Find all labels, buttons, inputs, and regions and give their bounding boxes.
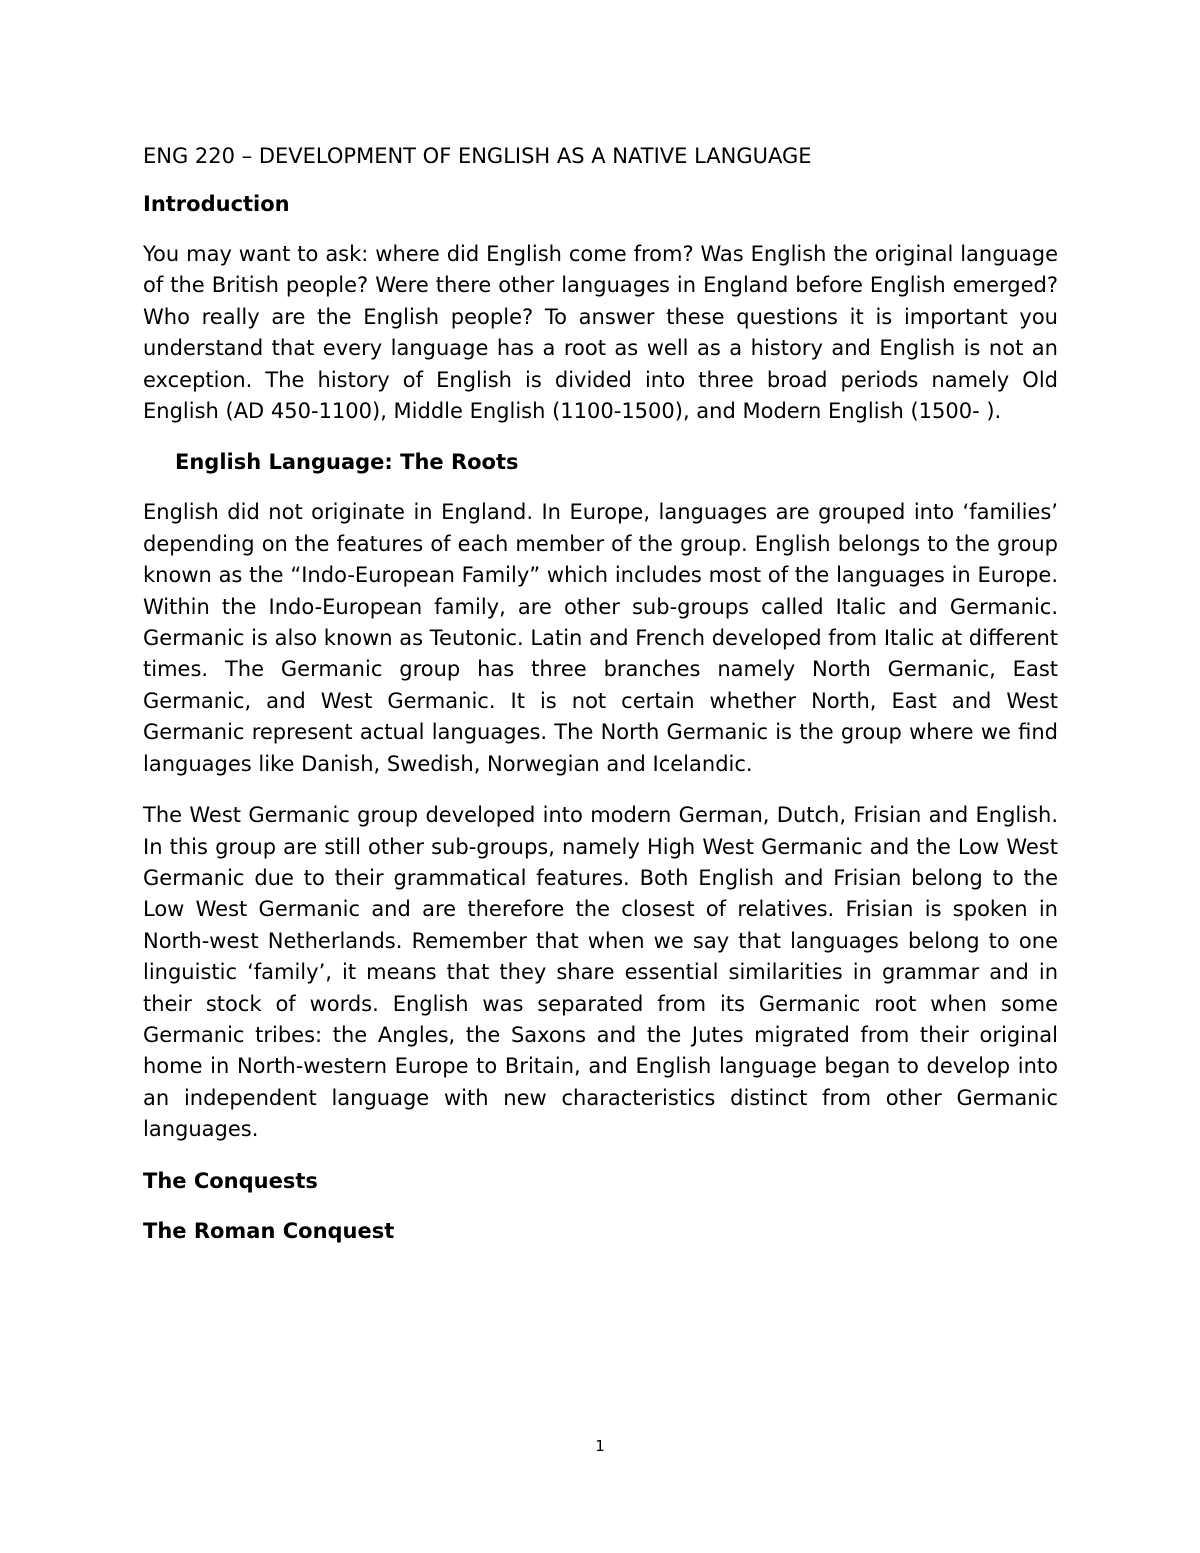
- page-number: 1: [595, 1437, 605, 1455]
- paragraph-roots-1: English did not originate in England. In Europe, languages are grouped into ‘families’ depending on the features of each member of the group. English belongs to the group known as the “Indo-European Family” which includes most of the languages in Europe. Within the Indo-European family, are other sub-groups called Italic and Germanic. Germanic is also known as Teutonic. Latin and French developed from Italic at different times. The Germanic group has three branches namely North Germanic, East Germanic, and West Germanic. It is not certain whether North, East and West Germanic represent actual languages. The North Germanic is the group where we find languages like Danish, Swedish, Norwegian and Icelandic.: [143, 500, 1058, 776]
- paragraph-roots-2: The West Germanic group developed into modern German, Dutch, Frisian and English. In this group are still other sub-groups, namely High West Germanic and the Low West Germanic due to their grammatical features. Both English and Frisian belong to the Low West Germanic and are therefore the closest of relatives. Frisian is spoken in North-west Netherlands. Remember that when we say that languages belong to one linguistic ‘family’, it means that they share essential similarities in grammar and in their stock of words. English was separated from its Germanic root when some Germanic tribes: the Angles, the Saxons and the Jutes migrated from their original home in North-western Europe to Britain, and English language began to develop into an independent language with new characteristics distinct from other Germanic languages.: [143, 803, 1058, 1142]
- heading-conquests: The Conquests: [143, 1168, 318, 1193]
- heading-introduction: Introduction: [143, 192, 290, 216]
- document-title: ENG 220 – DEVELOPMENT OF ENGLISH AS A NATIVE LANGUAGE: [143, 144, 812, 168]
- page-content: [143, 141, 1058, 1266]
- paragraph-introduction: You may want to ask: where did English come from? Was English the original language of the British people? Were there other languages in England before English emerged? Who really are the English people? To answer these questions it is important you understand that every language has a root as well as a history and English is not an exception. The history of English is divided into three broad periods namely Old English (AD 450-1100), Middle English (1100-1500), and Modern English (1500- ).: [143, 242, 1058, 424]
- heading-english-roots: English Language: The Roots: [175, 450, 519, 475]
- heading-roman-conquest: The Roman Conquest: [143, 1218, 395, 1243]
